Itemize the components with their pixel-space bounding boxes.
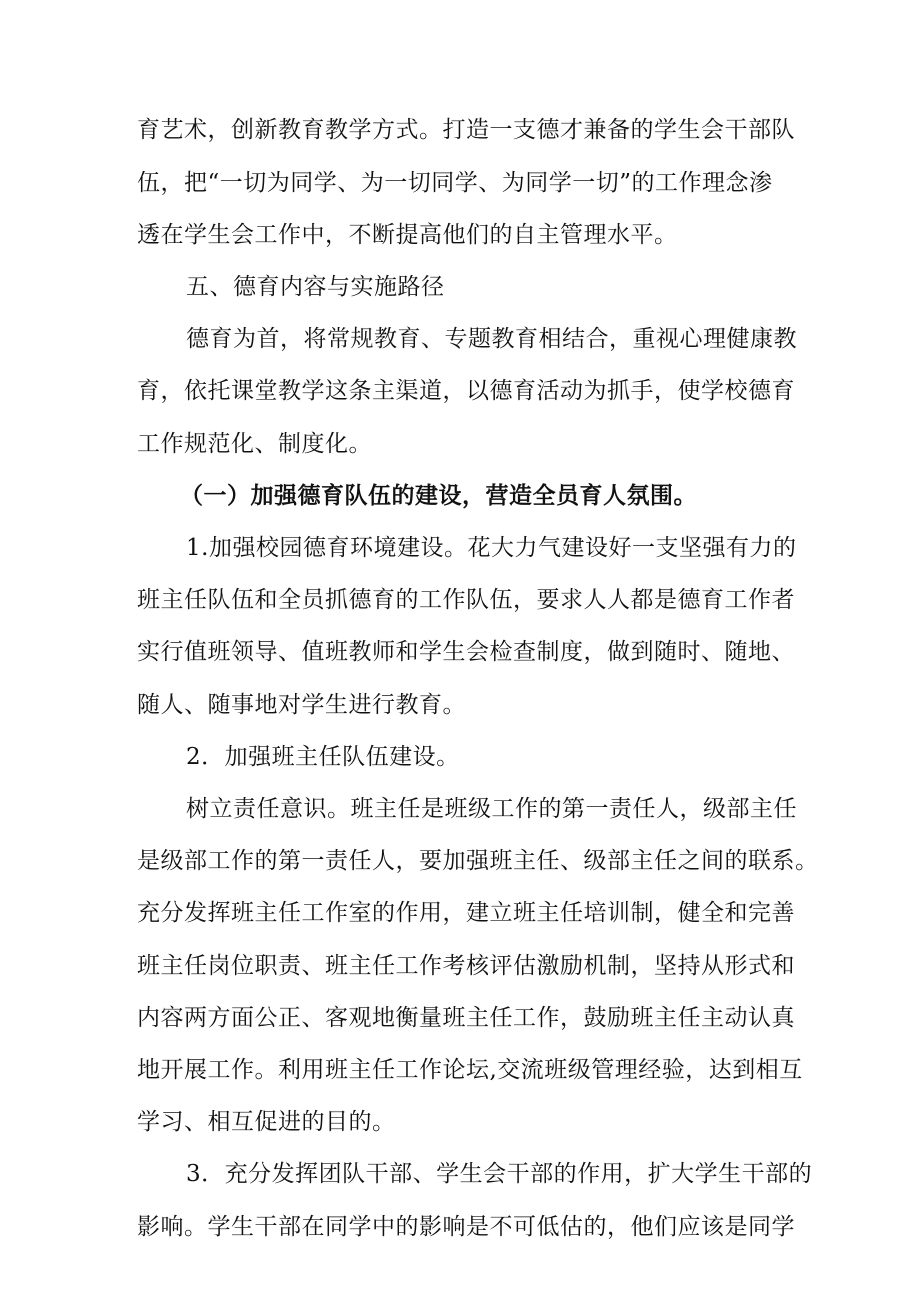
text-line: 育艺术，创新教育教学方式。打造一支德才兼备的学生会干部队 <box>137 117 795 143</box>
text-line: 影响。学生干部在同学中的影响是不可低估的，他们应该是同学 <box>137 1214 795 1240</box>
text-line: 实行值班领导、值班教师和学生会检查制度，做到随时、随地、 <box>137 639 795 665</box>
text-line: 是级部工作的第一责任人，要加强班主任、级部主任之间的联系。 <box>137 848 819 874</box>
text-line: 3．充分发挥团队干部、学生会干部的作用，扩大学生干部的 <box>186 1161 813 1187</box>
text-line: 充分发挥班主任工作室的作用，建立班主任培训制，健全和完善 <box>137 900 795 926</box>
text-line: 学习、相互促进的目的。 <box>137 1109 396 1135</box>
text-line: 2．加强班主任队伍建设。 <box>186 744 460 770</box>
text-line: 班主任队伍和全员抓德育的工作队伍，要求人人都是德育工作者 <box>137 587 795 613</box>
text-line: 工作规范化、制度化。 <box>137 431 372 457</box>
text-line: 随人、随事地对学生进行教育。 <box>137 692 466 718</box>
section-heading: 五、德育内容与实施路径 <box>186 274 445 300</box>
text-line: 透在学生会工作中，不断提高他们的自主管理水平。 <box>137 222 678 248</box>
text-line: 内容两方面公正、客观地衡量班主任工作，鼓励班主任主动认真 <box>137 1005 795 1031</box>
text-line: 地开展工作。利用班主任工作论坛,交流班级管理经验，达到相互 <box>137 1057 803 1083</box>
text-line: 育，依托课堂教学这条主渠道，以德育活动为抓手，使学校德育 <box>137 378 795 404</box>
text-line: 班主任岗位职责、班主任工作考核评估激励机制，坚持从形式和 <box>137 953 795 979</box>
text-line: 树立责任意识。班主任是班级工作的第一责任人，级部主任 <box>186 796 797 822</box>
text-line: 德育为首，将常规教育、专题教育相结合，重视心理健康教 <box>186 326 797 352</box>
subsection-heading: （一）加强德育队伍的建设，营造全员育人氛围。 <box>180 482 697 509</box>
text-line: 1.加强校园德育环境建设。花大力气建设好一支坚强有力的 <box>186 535 797 561</box>
text-line: 伍，把“一切为同学、为一切同学、为同学一切”的工作理念渗 <box>137 170 773 196</box>
